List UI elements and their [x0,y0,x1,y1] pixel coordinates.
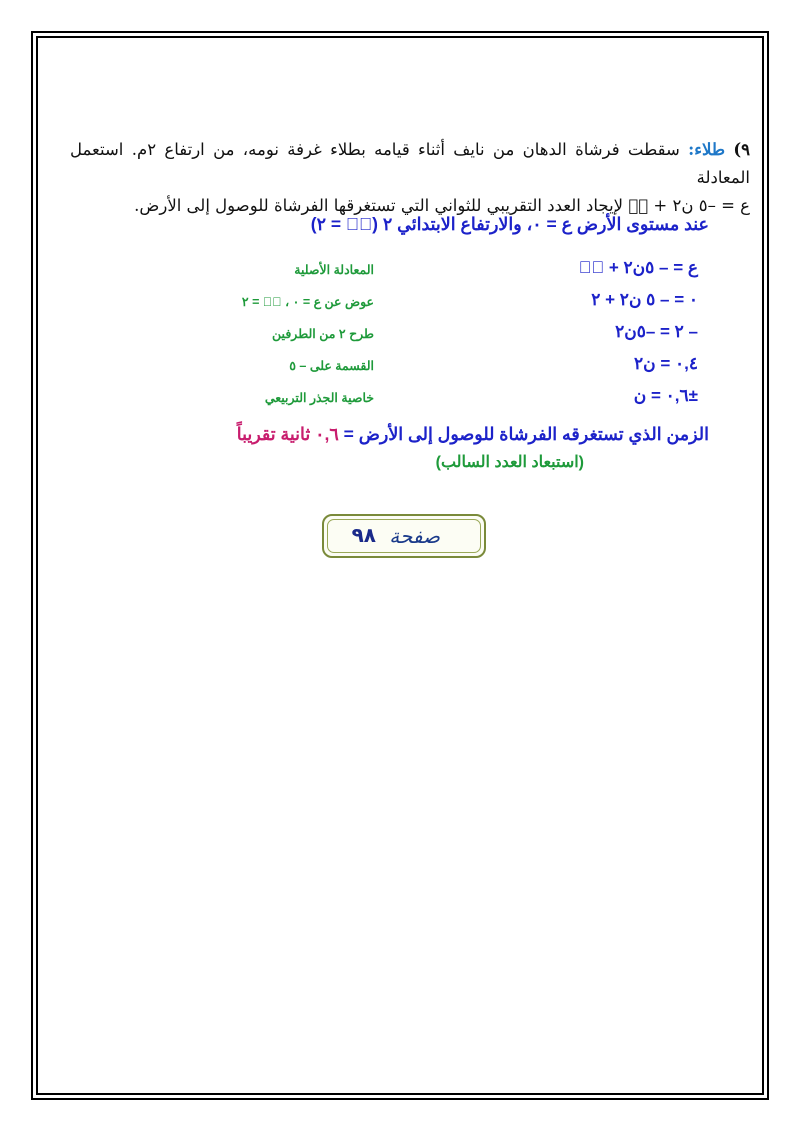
step-reason-4: القسمة على – ٥ [289,359,374,373]
page-number-badge [322,514,486,558]
problem-text-line1: سقطت فرشاة الدهان من نايف أثناء قيامه بطلاء غرفة نومه، من ارتفاع ٢م. استعمل المعادلة [70,140,750,187]
step-reason-3: طرح ٢ من الطرفين [272,327,374,341]
solution-intro: عند مستوى الأرض ع = ٠، والارتفاع الابتدائي ٢ (عٖ = ٢) [310,214,709,234]
step-equation-2: ٠ = – ٥ ن٢ + ٢ [591,290,698,309]
solution-result [237,424,709,445]
step-equation-5: ±٠,٦ = ن [633,386,698,405]
step-reason-1: المعادلة الأصلية [294,263,374,277]
page-content [36,36,764,1095]
result-prefix: الزمن الذي تستغرقه الفرشاة للوصول إلى الأرض = [338,424,709,444]
page-number: ٩٨ [351,523,376,547]
result-note: (استبعاد العدد السالب) [435,454,584,471]
problem-number: ٩) [733,140,751,159]
result-value: ٠,٦ ثانية تقريباً [236,424,339,444]
problem-keyword: طلاء: [688,140,725,159]
step-reason-2: عوض عن ع = ٠ ، عٖ = ٢ [241,295,374,309]
problem-text-line2: ع = –٥ ن٢ + عٖ لإيجاد العدد التقريبي للثواني التي تستغرقها الفرشاة للوصول إلى الأرض. [134,196,750,215]
step-equation-4: ٠,٤ = ن٢ [634,354,698,373]
page-word: صفحة [389,524,440,548]
step-equation-3: – ٢ = –٥ن٢ [615,322,698,341]
problem-statement [70,136,750,220]
step-reason-5: خاصية الجذر التربيعي [264,391,374,405]
step-equation-1: ع = – ٥ن٢ + عٖ [578,258,698,277]
